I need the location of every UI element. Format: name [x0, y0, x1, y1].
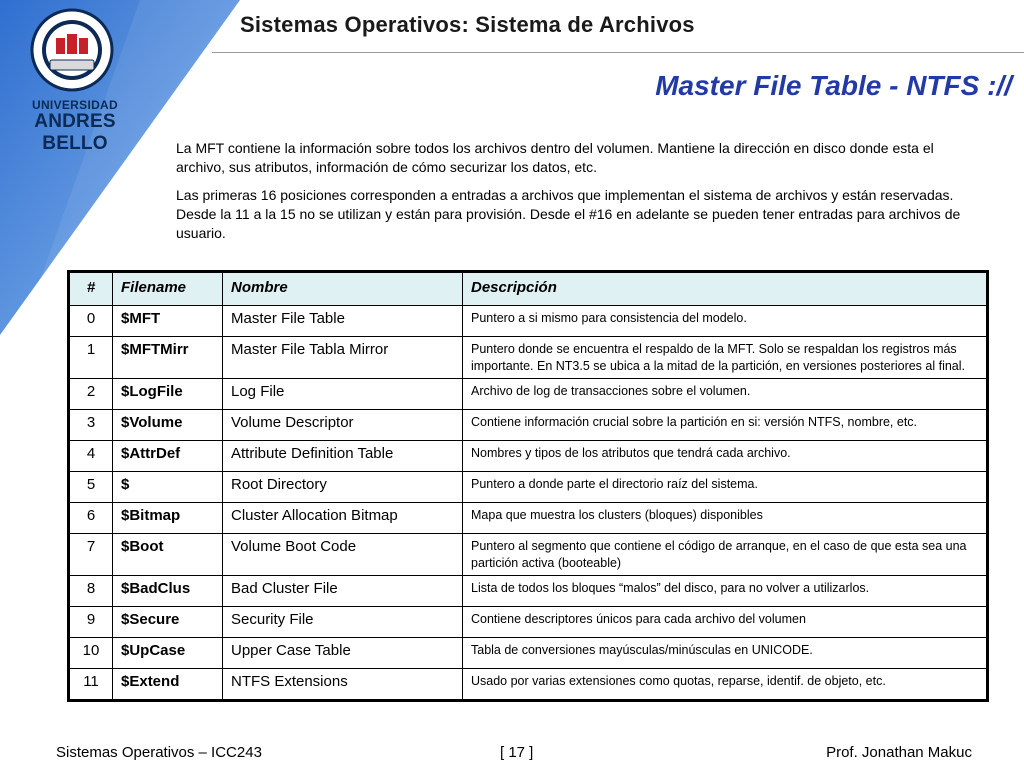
cell-number: 7 — [69, 534, 113, 576]
table-row — [69, 669, 988, 701]
table-row — [69, 534, 988, 576]
cell-nombre: Volume Descriptor — [223, 410, 463, 441]
cell-filename: $Volume — [113, 410, 223, 441]
footer-page-number: [ 17 ] — [500, 744, 534, 761]
table-row — [69, 441, 988, 472]
cell-number: 11 — [69, 669, 113, 701]
cell-filename: $MFTMirr — [113, 337, 223, 379]
cell-nombre: Bad Cluster File — [223, 576, 463, 607]
cell-descripcion: Puntero donde se encuentra el respaldo de la MFT. Solo se respaldan los registros más importante. En NT3.5 se ubica a la mitad de la partición, en versiones posteriores al final. — [463, 337, 988, 379]
cell-number: 8 — [69, 576, 113, 607]
cell-nombre: Root Directory — [223, 472, 463, 503]
cell-descripcion: Lista de todos los bloques “malos” del disco, para no volver a utilizarlos. — [463, 576, 988, 607]
footer-course: Sistemas Operativos – ICC243 — [56, 744, 262, 761]
table-row — [69, 503, 988, 534]
table-row — [69, 576, 988, 607]
table-row — [69, 607, 988, 638]
table-row — [69, 306, 988, 337]
cell-filename: $Bitmap — [113, 503, 223, 534]
cell-nombre: Volume Boot Code — [223, 534, 463, 576]
cell-number: 4 — [69, 441, 113, 472]
table-header-row — [69, 272, 988, 306]
table-row — [69, 410, 988, 441]
cell-nombre: NTFS Extensions — [223, 669, 463, 701]
table-row — [69, 472, 988, 503]
reserved-entries-paragraph: Las primeras 16 posiciones corresponden a entradas a archivos que implementan el sistema de archivos y están reservadas. Desde la 11 a la 15 no se utilizan y están para provisión. Desde el #16 en adelante se pueden tener entradas para archivos de usuario. — [176, 187, 961, 241]
intro-paragraph: La MFT contiene la información sobre todos los archivos dentro del volumen. Mantiene la dirección en disco donde esta el archivo, sus atributos, información de cómo securizar los datos, etc. — [176, 140, 934, 175]
cell-number: 3 — [69, 410, 113, 441]
cell-number: 2 — [69, 379, 113, 410]
table-row — [69, 379, 988, 410]
column-header-filename: Filename — [113, 272, 223, 306]
column-header-descripcion: Descripción — [463, 272, 988, 306]
cell-descripcion: Nombres y tipos de los atributos que tendrá cada archivo. — [463, 441, 988, 472]
cell-descripcion: Puntero al segmento que contiene el código de arranque, en el caso de que esta sea una partición activa (booteable) — [463, 534, 988, 576]
slide-title: Master File Table - NTFS :// — [655, 70, 1012, 101]
cell-filename: $Boot — [113, 534, 223, 576]
cell-filename: $Secure — [113, 607, 223, 638]
cell-descripcion: Puntero a si mismo para consistencia del modelo. — [463, 306, 988, 337]
cell-number: 10 — [69, 638, 113, 669]
cell-nombre: Log File — [223, 379, 463, 410]
cell-nombre: Master File Table — [223, 306, 463, 337]
cell-descripcion: Contiene descriptores únicos para cada archivo del volumen — [463, 607, 988, 638]
university-name-line1: UNIVERSIDAD — [32, 98, 118, 112]
university-seal-logo — [30, 8, 114, 94]
university-name-line2: ANDRES BELLO — [34, 111, 116, 154]
cell-descripcion: Archivo de log de transacciones sobre el volumen. — [463, 379, 988, 410]
cell-nombre: Security File — [223, 607, 463, 638]
cell-nombre: Master File Tabla Mirror — [223, 337, 463, 379]
cell-number: 9 — [69, 607, 113, 638]
cell-number: 5 — [69, 472, 113, 503]
cell-filename: $Extend — [113, 669, 223, 701]
cell-filename: $LogFile — [113, 379, 223, 410]
cell-nombre: Cluster Allocation Bitmap — [223, 503, 463, 534]
footer-author: Prof. Jonathan Makuc — [826, 744, 972, 761]
table-row — [69, 638, 988, 669]
cell-descripcion: Usado por varias extensiones como quotas, reparse, identif. de objeto, etc. — [463, 669, 988, 701]
cell-number: 1 — [69, 337, 113, 379]
cell-descripcion: Tabla de conversiones mayúsculas/minúsculas en UNICODE. — [463, 638, 988, 669]
header-title: Sistemas Operativos: Sistema de Archivos — [240, 12, 695, 37]
mft-table — [67, 270, 989, 702]
column-header-number: # — [69, 272, 113, 306]
cell-filename: $ — [113, 472, 223, 503]
cell-descripcion: Puntero a donde parte el directorio raíz del sistema. — [463, 472, 988, 503]
cell-descripcion: Contiene información crucial sobre la partición en si: versión NTFS, nombre, etc. — [463, 410, 988, 441]
cell-filename: $UpCase — [113, 638, 223, 669]
table-row — [69, 337, 988, 379]
cell-number: 0 — [69, 306, 113, 337]
column-header-nombre: Nombre — [223, 272, 463, 306]
cell-number: 6 — [69, 503, 113, 534]
cell-nombre: Attribute Definition Table — [223, 441, 463, 472]
cell-filename: $MFT — [113, 306, 223, 337]
cell-descripcion: Mapa que muestra los clusters (bloques) disponibles — [463, 503, 988, 534]
cell-filename: $AttrDef — [113, 441, 223, 472]
cell-nombre: Upper Case Table — [223, 638, 463, 669]
cell-filename: $BadClus — [113, 576, 223, 607]
